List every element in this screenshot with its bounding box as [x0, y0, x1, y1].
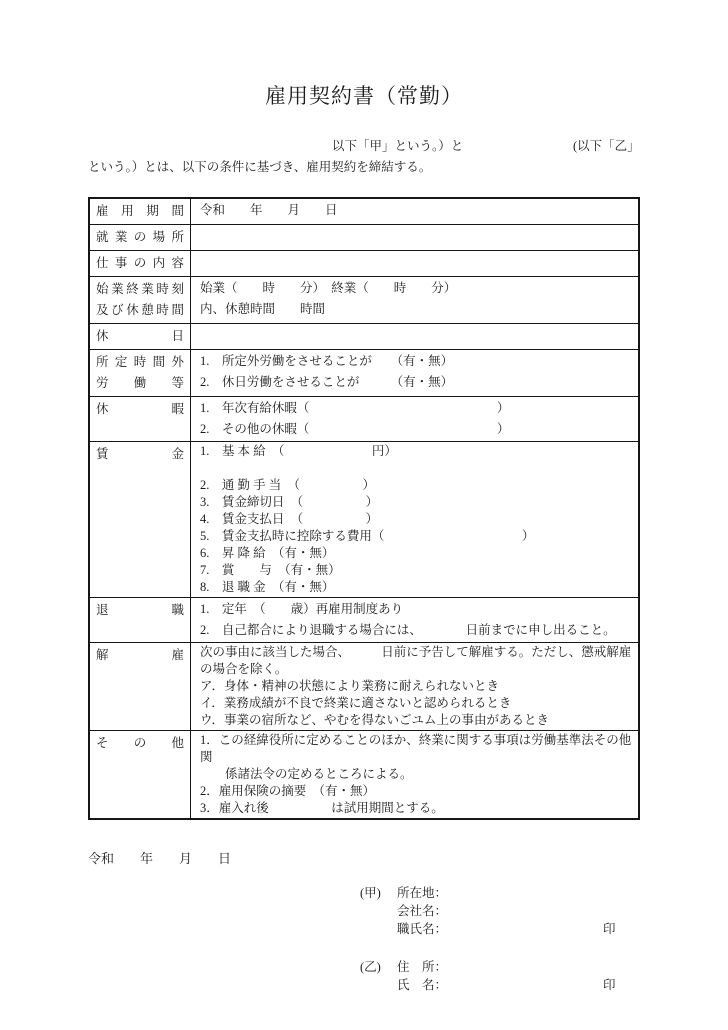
seal-mark: 印 [603, 978, 616, 992]
row-content-cell [191, 442, 640, 598]
row-content-cell [191, 350, 640, 397]
field-line: 8. 退 職 金 （有・無） [200, 580, 335, 594]
contract-terms-table [88, 197, 640, 820]
party-b-signature [360, 958, 640, 994]
row-dismissal [89, 643, 639, 731]
row-label: 労 働 等 [96, 376, 184, 390]
row-other [89, 731, 639, 820]
party-b-mark: (乙) [360, 960, 381, 974]
row-label-cell [89, 598, 191, 643]
party-b-address-row [360, 958, 640, 976]
row-working-hours [89, 277, 639, 324]
field-line: 2．雇用保険の摘要 （有・無） [200, 784, 376, 798]
field-line: 1. 所定外労働をさせることが （有・無） [200, 354, 454, 368]
field-line: 6. 昇 降 給 （有・無） [200, 546, 335, 560]
field-line: ウ．事業の宿所など、やむを得ないごユム上の事由があるとき [200, 713, 550, 727]
row-content-cell [191, 598, 640, 643]
party-a-name-row [360, 920, 640, 938]
intro-paragraph [88, 136, 640, 180]
row-label: 雇 用 期 間 [96, 204, 184, 218]
field-line: 2. 通 勤 手 当 （ ） [200, 478, 376, 492]
row-retirement [89, 598, 639, 643]
field-line [200, 325, 634, 346]
party-a-address-row [360, 884, 640, 902]
row-content-cell [191, 397, 640, 442]
row-label: 解 雇 [96, 648, 184, 662]
row-content-cell [191, 198, 640, 225]
field-line: 4. 賃金支払日 （ ） [200, 512, 379, 526]
row-label-cell [89, 198, 191, 225]
field-line: 1. 年次有給休暇（ ） [200, 401, 510, 415]
field-line: 次の事由に該当した場合、 日前に予告して解雇する。ただし、懲戒解雇 [200, 645, 632, 659]
field-line: 内、休憩時間 時間 [200, 302, 326, 316]
field-line: 2. 休日労働をさせることが （有・無） [200, 375, 454, 389]
party-b-name-row [360, 976, 640, 994]
row-holidays [89, 324, 639, 350]
intro-party-b-clause: (以下「乙」 [573, 139, 640, 153]
row-label-cell [89, 225, 191, 251]
row-label: 休 暇 [96, 402, 184, 416]
name-label: 氏 名： [397, 978, 448, 992]
field-line: 係諸法令の定めるところによる。 [200, 767, 413, 781]
row-label: 退 職 [96, 603, 184, 617]
row-label: 始 業 終 業 時 刻 [96, 282, 184, 296]
row-employment-period [89, 198, 639, 225]
row-label-cell [89, 277, 191, 324]
field-line: 3．雇入れ後 は試用期間とする。 [200, 801, 444, 815]
field-line: 1．この経緯役所に定めることのほか、終業に関する事項は労働基準法その他関 [200, 733, 632, 764]
field-line [200, 460, 634, 477]
field-line: 1. 定年 （ 歳）再雇用制度あり [200, 602, 404, 616]
spacer [360, 920, 397, 938]
field-line [200, 252, 634, 273]
row-label: そ の 他 [96, 736, 184, 750]
intro-party-a-clause: 以下「甲」という。）と [332, 139, 464, 153]
row-leave [89, 397, 639, 442]
company-name-label: 会社名： [397, 904, 448, 918]
row-label: 賃 金 [96, 447, 184, 461]
address-label: 住 所： [397, 960, 448, 974]
row-label-cell [89, 643, 191, 731]
field-line: の場合を除く。 [200, 662, 288, 676]
field-line: ア．身体・精神の状態により業務に耐えられないとき [200, 679, 500, 693]
row-label-cell [89, 324, 191, 350]
party-a-company-row [360, 902, 640, 920]
signature-block [360, 884, 640, 994]
row-workplace [89, 225, 639, 251]
title-and-name-label: 職氏名： [397, 922, 448, 936]
field-line: 令和 年 月 日 [200, 203, 338, 217]
row-content-cell [191, 277, 640, 324]
row-overtime [89, 350, 639, 397]
row-label-cell [89, 350, 191, 397]
intro-conclusion-clause: という。）とは、以下の条件に基づき、雇用契約を締結する。 [88, 160, 432, 174]
row-content-cell [191, 324, 640, 350]
row-label: 所 定 時 間 外 [96, 355, 184, 369]
field-line: 5. 賃金支払時に控除する費用（ ） [200, 529, 535, 543]
row-content-cell [191, 643, 640, 731]
row-label-cell [89, 731, 191, 820]
row-content-cell [191, 225, 640, 251]
spacer [360, 976, 397, 994]
field-line: 2. 自己都合により退職する場合には、 日前までに申し出ること。 [200, 623, 616, 637]
row-label-cell [89, 251, 191, 277]
seal-mark: 印 [603, 922, 616, 936]
row-label-cell [89, 397, 191, 442]
page-title: 雇用契約書（常勤） [265, 84, 463, 108]
row-label: 及 び 休 憩 時 間 [96, 303, 184, 317]
row-job-description [89, 251, 639, 277]
party-a-signature [360, 884, 640, 938]
field-line: 7. 賞 与 （有・無） [200, 563, 341, 577]
contract-date-line: 令和 年 月 日 [88, 851, 232, 866]
row-label: 就 業 の 場 所 [96, 230, 184, 244]
field-line: 1. 基 本 給 （ 円） [200, 444, 397, 458]
row-wages [89, 442, 639, 598]
spacer [360, 902, 397, 920]
field-line: イ．業務成績が不良で終業に適さないと認められるとき [200, 696, 512, 710]
row-label: 仕 事 の 内 容 [96, 256, 184, 270]
party-a-mark: (甲) [360, 886, 381, 900]
row-label-cell [89, 442, 191, 598]
field-line: 始業（ 時 分） 終業（ 時 分） [200, 281, 457, 295]
row-label: 休 日 [96, 329, 184, 343]
row-content-cell [191, 251, 640, 277]
row-content-cell [191, 731, 640, 820]
field-line: 3. 賃金締切日 （ ） [200, 495, 379, 509]
field-line: 2. その他の休暇（ ） [200, 422, 510, 436]
field-line [200, 226, 634, 247]
address-label: 所在地： [397, 886, 448, 900]
